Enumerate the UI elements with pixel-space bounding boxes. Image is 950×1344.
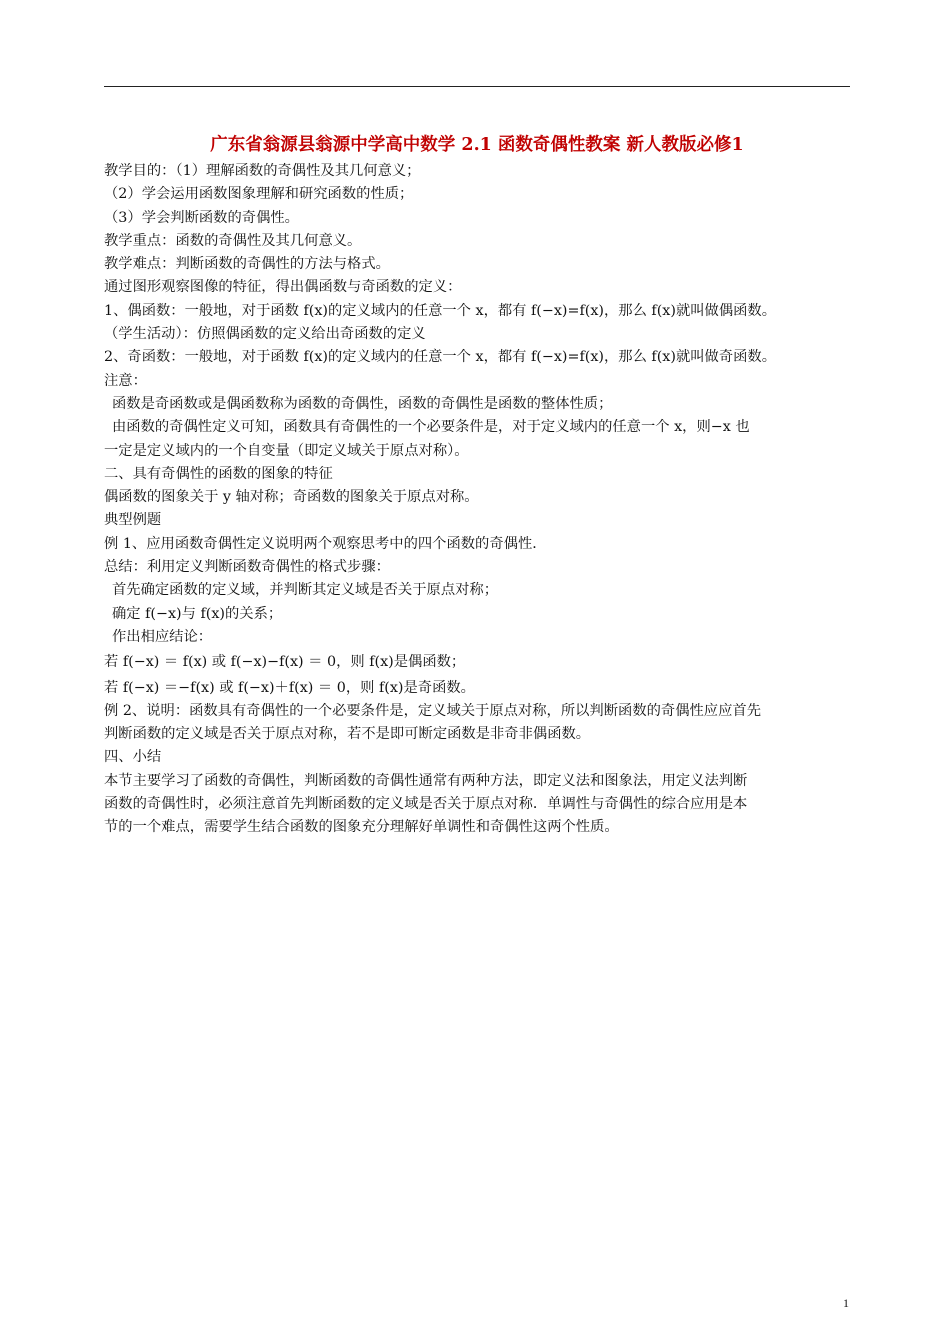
document-body <box>104 160 864 840</box>
text-line: 四、小结 <box>104 749 162 766</box>
text-line: 2、奇函数：一般地，对于函数 f(x)的定义域内的任意一个 x，都有 f(−x)=f(x)，那么 f(x)就叫做奇函数。 <box>104 349 777 366</box>
text-line: 确定 f(−x)与 f(x)的关系； <box>112 605 283 622</box>
text-line: （学生活动）：仿照偶函数的定义给出奇函数的定义 <box>104 326 426 343</box>
header-rule <box>104 86 850 87</box>
text-line: 典型例题 <box>104 512 162 529</box>
text-line: 首先确定函数的定义域，并判断其定义域是否关于原点对称； <box>112 582 499 599</box>
text-line: 教学重点：函数的奇偶性及其几何意义。 <box>104 232 362 249</box>
text-line: （2）学会运用函数图象理解和研究函数的性质； <box>104 186 414 203</box>
text-line: 函数是奇函数或是偶函数称为函数的奇偶性，函数的奇偶性是函数的整体性质； <box>112 395 613 412</box>
text-line: 1、偶函数：一般地，对于函数 f(x)的定义域内的任意一个 x，都有 f(−x)=f(x)，那么 f(x)就叫做偶函数。 <box>104 302 777 319</box>
formula-line: 若 f(−x) ＝−f(x) 或 f(−x)＋f(x) ＝ 0，则 f(x)是奇函数。 <box>104 679 475 696</box>
text-line: 例 1、应用函数奇偶性定义说明两个观察思考中的四个函数的奇偶性． <box>104 535 547 552</box>
text-line: 节的一个难点，需要学生结合函数的图象充分理解好单调性和奇偶性这两个性质。 <box>104 819 619 836</box>
text-line: 教学难点：判断函数的奇偶性的方法与格式。 <box>104 256 390 273</box>
text-line: 本节主要学习了函数的奇偶性，判断函数的奇偶性通常有两种方法，即定义法和图象法，用定义法判断 <box>104 772 748 789</box>
formula-line: 若 f(−x) ＝ f(x) 或 f(−x)−f(x) ＝ 0，则 f(x)是偶函数； <box>104 654 466 671</box>
text-line: 总结：利用定义判断函数奇偶性的格式步骤： <box>104 559 390 576</box>
text-line: （3）学会判断函数的奇偶性。 <box>104 209 299 226</box>
text-line: 判断函数的定义域是否关于原点对称，若不是即可断定函数是非奇非偶函数。 <box>104 726 591 743</box>
text-line: 二、具有奇偶性的函数的图象的特征 <box>104 465 333 482</box>
text-line: 由函数的奇偶性定义可知，函数具有奇偶性的一个必要条件是，对于定义域内的任意一个 x，则−x 也 <box>112 419 750 436</box>
text-line: 一定是定义域内的一个自变量（即定义域关于原点对称）。 <box>104 442 469 459</box>
text-line: 例 2、说明：函数具有奇偶性的一个必要条件是，定义域关于原点对称，所以判断函数的奇偶性应应首先 <box>104 702 761 719</box>
text-line: 函数的奇偶性时，必须注意首先判断函数的定义域是否关于原点对称．单调性与奇偶性的综合应用是本 <box>104 796 748 813</box>
text-line: 偶函数的图象关于 y 轴对称；奇函数的图象关于原点对称。 <box>104 489 479 506</box>
document-title: 广东省翁源县翁源中学高中数学 2.1 函数奇偶性教案 新人教版必修1 <box>210 135 744 155</box>
text-line: 通过图形观察图像的特征，得出偶函数与奇函数的定义： <box>104 279 462 296</box>
text-line: 作出相应结论： <box>112 628 213 645</box>
text-line: 注意： <box>104 372 147 389</box>
page-number: 1 <box>843 1296 849 1310</box>
text-line: 教学目的：（1）理解函数的奇偶性及其几何意义； <box>104 163 421 179</box>
